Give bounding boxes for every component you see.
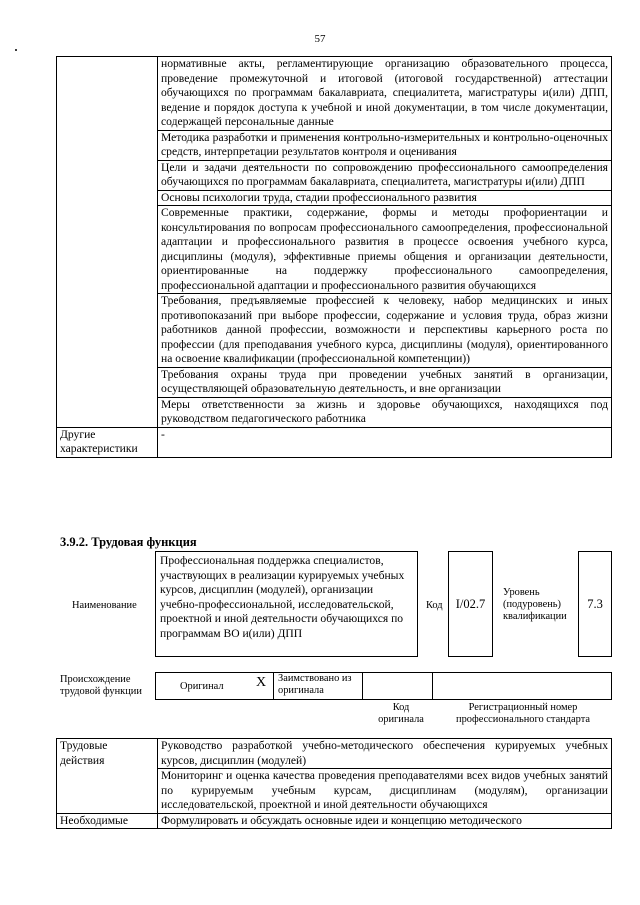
original-label: Оригинал	[180, 681, 224, 692]
knowledge-item: Требования, предъявляемые профессией к человеку, набор медицинских и иных противопоказаний при выборе профессии, содержание и условия труда, образ жизни работников данной профессии, возможности и перспективы карьерного роста по профессии (для преподавания учебного курса, дисциплины (модуля), ориентированного на освоение квалификации (профессиональной компетенции))	[158, 294, 612, 368]
level-box	[578, 551, 612, 657]
function-name-value: Профессиональная поддержка специалистов, участвующих в реализации курируемых учебных курсов, дисциплин (модулей), организации учебно-профессиональной, исследовательской, проектной и иной деятельности обучающихся по программам ВО и(или) ДПП	[160, 554, 405, 640]
table-row	[57, 813, 612, 829]
table-row	[57, 427, 612, 457]
reg-number-caption: Регистрационный номер профессионального стандарта	[456, 702, 590, 725]
knowledge-item: Методика разработки и применения контрольно-измерительных и контрольно-оценочных средств, интерпретации результатов контроля и оценивания	[158, 130, 612, 160]
knowledge-item: Современные практики, содержание, формы и методы профориентации и консультирования по вопросам профессионального самоопределения, профессиональной адаптации и профессионального развития в процессе освоения учебного курса, дисциплины (модуля), эффективные приемы общения и организации деятельности, ориентированные на поддержку профессионального самоопределения, профессиональной адаптации и профессионального развития обучающихся	[158, 206, 612, 294]
skill-item: Формулировать и обсуждать основные идеи и концепцию методического	[158, 813, 612, 829]
level-label: Уровень (подуровень) квалификации	[503, 587, 567, 622]
origin-label: Происхождение трудовой функции	[60, 674, 142, 697]
knowledge-item: нормативные акты, регламентирующие организацию образовательного процесса, проведение промежуточной и итоговой (итоговой государственной) аттестации обучающихся по программам бакалавриата, специалитета, магистратуры и(или) ДПП, ведение и порядок доступа к учебной и иной документации, в том числе документации, содержащей персональные данные	[158, 57, 612, 131]
name-label: Наименование	[72, 600, 137, 611]
action-item: Руководство разработкой учебно-методического обеспечения курируемых учебных курсов, дисциплин (модулей)	[158, 739, 612, 769]
level-value: 7.3	[587, 596, 603, 611]
origin-divider	[432, 672, 433, 700]
original-checkmark: X	[256, 675, 267, 690]
table-row	[57, 57, 612, 131]
action-item: Мониторинг и оценка качества проведения преподавателями всех видов учебных занятий по курируемым учебным курсам, дисциплинам (модулям), организации исследовательской, проектной и иной деятельности обучающихся	[158, 769, 612, 814]
actions-table	[56, 738, 612, 829]
scan-dot	[15, 49, 17, 51]
page-number: 57	[314, 33, 326, 45]
knowledge-label-cell	[57, 57, 158, 428]
origin-table	[155, 672, 612, 700]
other-characteristics-value: -	[158, 427, 612, 457]
table-row	[57, 739, 612, 769]
knowledge-table	[56, 56, 612, 458]
actions-label: Трудовые действия	[57, 739, 158, 814]
borrowed-label: Заимствовано из оригинала	[278, 673, 352, 696]
knowledge-item: Меры ответственности за жизнь и здоровье обучающихся, находящихся под руководством педагогического работника	[158, 397, 612, 427]
other-characteristics-label: Другие характеристики	[57, 427, 158, 457]
knowledge-item: Основы психологии труда, стадии профессионального развития	[158, 190, 612, 206]
code-original-caption: Код оригинала	[378, 702, 424, 725]
code-label: Код	[426, 600, 443, 611]
skills-label: Необходимые	[57, 813, 158, 829]
knowledge-item: Цели и задачи деятельности по сопровождению профессионального самоопределения обучающихся по программам бакалавриата, специалитета, магистратуры и(или) ДПП	[158, 160, 612, 190]
code-box	[448, 551, 493, 657]
section-title: 3.9.2. Трудовая функция	[60, 535, 197, 549]
origin-divider	[273, 672, 274, 700]
code-value: I/02.7	[455, 596, 486, 611]
origin-divider	[362, 672, 363, 700]
function-name-box	[155, 551, 418, 657]
knowledge-item: Требования охраны труда при проведении учебных занятий в организации, осуществляющей образовательную деятельность, и вне организации	[158, 367, 612, 397]
